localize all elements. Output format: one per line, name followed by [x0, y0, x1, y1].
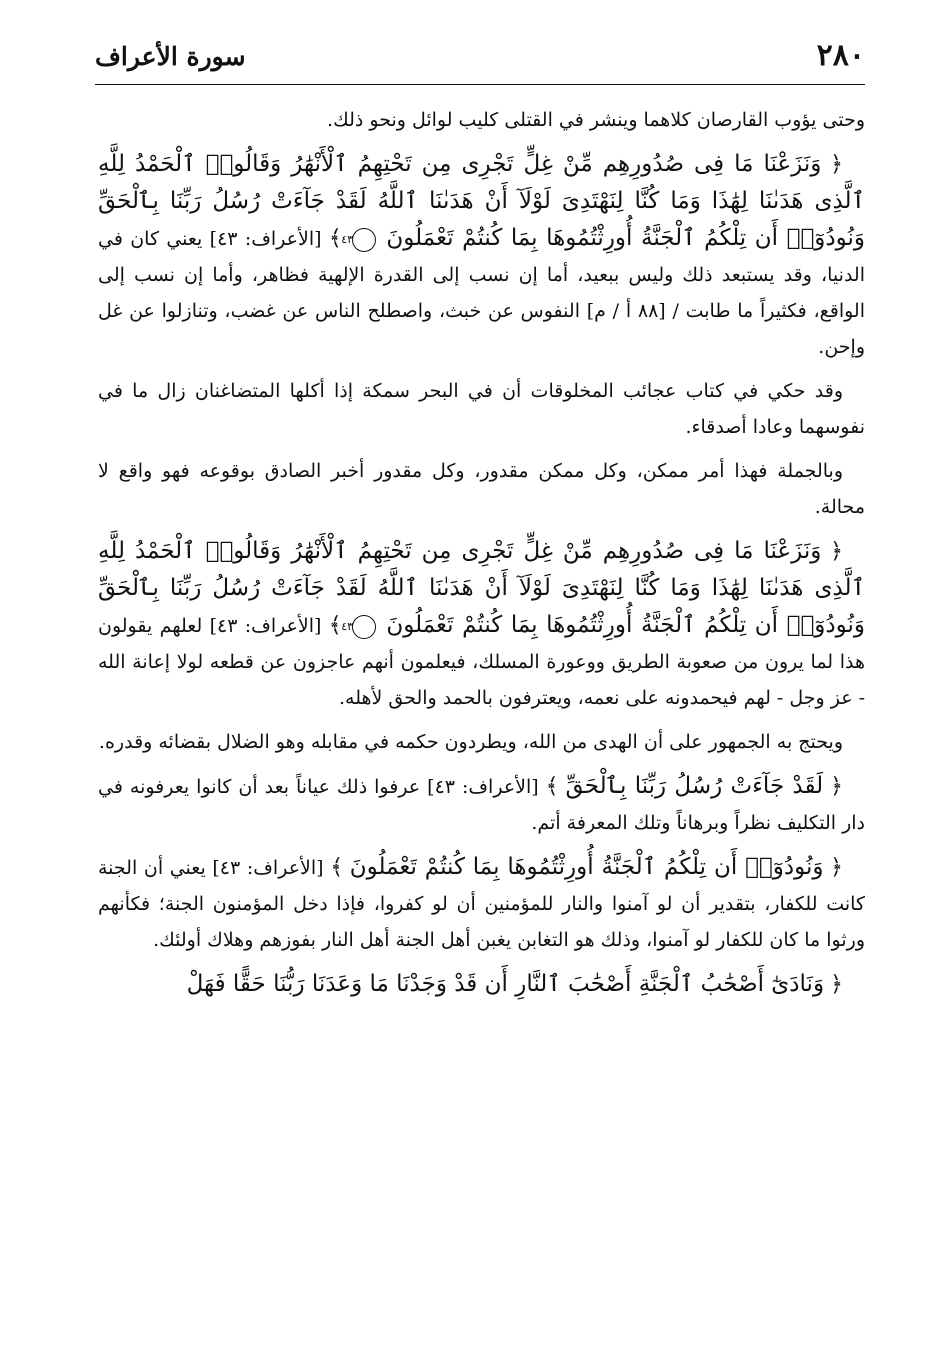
verse-open-brace: ﴿ [830, 152, 843, 177]
page-header [95, 36, 865, 85]
verse-paragraph [98, 146, 865, 365]
paragraph: ويحتج به الجمهور على أن الهدى من الله، ويطردون حكمه في مقابله وهو الضلال بقضائه وقدره. [98, 731, 843, 753]
verse-open-brace: ﴿ [830, 539, 843, 564]
verse-open-brace: ﴿ [830, 774, 843, 799]
quran-verse: وَنَزَعْنَا مَا فِى صُدُورِهِم مِّنْ غِلٍّ تَجْرِى مِن تَحْتِهِمُ ٱلْأَنْهَٰرُ وَقَالُوا۟ ٱلْحَمْدُ لِلَّهِ ٱلَّذِى هَدَىٰنَا لِهَٰذَا وَمَا كُنَّا لِنَهْتَدِىَ لَوْلَآ أَنْ هَدَىٰنَا ٱللَّهُ لَقَدْ جَآءَتْ رُسُلُ رَبِّنَا بِٱلْحَقِّ وَنُودُوٓا۟ أَن تِلْكُمُ ٱلْجَنَّةُ أُورِثْتُمُوهَا بِمَا كُنتُمْ تَعْمَلُونَ [98, 151, 865, 251]
verse-reference: [الأعراف: ٤٣] [427, 776, 539, 798]
verse-paragraph [98, 768, 865, 841]
verse-close-brace: ﴾ [545, 774, 559, 799]
commentary-text: لعلهم يقولون هذا لما يرون من صعوبة الطريق ووعورة المسلك، فيعلمون أنهم عاجزون عن قطعه لولا إعانة الله - عز وجل - لهم فيحمدونه على نعمه، ويعترفون بالحمد والحق لأهله. [98, 615, 865, 709]
quran-verse: وَنُودُوٓا۟ أَن تِلْكُمُ ٱلْجَنَّةُ أُورِثْتُمُوهَا بِمَا كُنتُمْ تَعْمَلُونَ [349, 854, 824, 880]
paragraph: وقد حكي في كتاب عجائب المخلوقات أن في البحر سمكة إذا أكلها المتضاغنان زال ما في نفوسهما وعادا أصدقاء. [98, 380, 865, 438]
surah-title: سورة الأعراف [95, 42, 246, 71]
page-body [98, 102, 865, 1332]
verse-paragraph [98, 533, 865, 716]
verse-reference: [الأعراف: ٤٣] [209, 615, 322, 637]
verse-close-brace: ﴾ [330, 855, 344, 880]
verse-close-brace: ﴾ [328, 226, 342, 251]
verse-open-brace: ﴿ [830, 972, 843, 997]
page-number: ٢٨٠ [816, 38, 865, 73]
verse-close-brace: ﴾ [328, 613, 342, 638]
commentary-text: يعني كان في الدنيا، وقد يستبعد ذلك وليس ببعيد، أما إن نسب إلى القدرة الإلهية فظاهر، وأما إن نسب إلى الواقع، فكثيراً ما طابت / [٨٨ أ / م] النفوس عن خبث، واصطلح الناس عن غضب، وتنازلوا عن غل وإحن. [98, 228, 865, 358]
verse-paragraph [98, 966, 865, 1003]
paragraph: وبالجملة فهذا أمر ممكن، وكل ممكن مقدور، وكل مقدور أخبر الصادق بوقوعه فهو واقع لا محالة. [98, 460, 865, 518]
verse-open-brace: ﴿ [830, 855, 843, 880]
commentary-text: عرفوا ذلك عياناً بعد أن كانوا يعرفونه في دار التكليف نظراً وبرهاناً وتلك المعرفة أتم. [98, 776, 865, 834]
verse-paragraph [98, 849, 865, 958]
paragraph: وحتى يؤوب القارصان كلاهما وينشر في القتلى كليب لوائل ونحو ذلك. [327, 109, 865, 131]
verse-reference: [الأعراف: ٤٣] [209, 228, 322, 250]
quran-verse: لَقَدْ جَآءَتْ رُسُلُ رَبِّنَا بِٱلْحَقِّ [565, 773, 824, 799]
quran-verse: وَنَزَعْنَا مَا فِى صُدُورِهِم مِّنْ غِلٍّ تَجْرِى مِن تَحْتِهِمُ ٱلْأَنْهَٰرُ وَقَالُوا۟ ٱلْحَمْدُ لِلَّهِ ٱلَّذِى هَدَىٰنَا لِهَٰذَا وَمَا كُنَّا لِنَهْتَدِىَ لَوْلَآ أَنْ هَدَىٰنَا ٱللَّهُ لَقَدْ جَآءَتْ رُسُلُ رَبِّنَا بِٱلْحَقِّ وَنُودُوٓا۟ أَن تِلْكُمُ ٱلْجَنَّةُ أُورِثْتُمُوهَا بِمَا كُنتُمْ تَعْمَلُونَ [98, 538, 865, 638]
ayah-number-marker: ٤٣ [352, 615, 376, 639]
verse-reference: [الأعراف: ٤٣] [212, 857, 324, 879]
quran-verse: وَنَادَىٰٓ أَصْحَٰبُ ٱلْجَنَّةِ أَصْحَٰبَ ٱلنَّارِ أَن قَدْ وَجَدْنَا مَا وَعَدَنَا رَبُّنَا حَقًّا فَهَلْ [186, 971, 825, 997]
commentary-text: يعني أن الجنة كانت للكفار، بتقدير أن لو آمنوا والنار للمؤمنين أن لو كفروا، فإذا دخل المؤمنون الجنة؛ فكأنهم ورثوا ما كان للكفار لو آمنوا، وذلك هو التغابن يغبن أهل الجنة أهل النار بفوزهم وهلاك أولئك. [98, 857, 865, 951]
ayah-number-marker: ٤٣ [352, 228, 376, 252]
